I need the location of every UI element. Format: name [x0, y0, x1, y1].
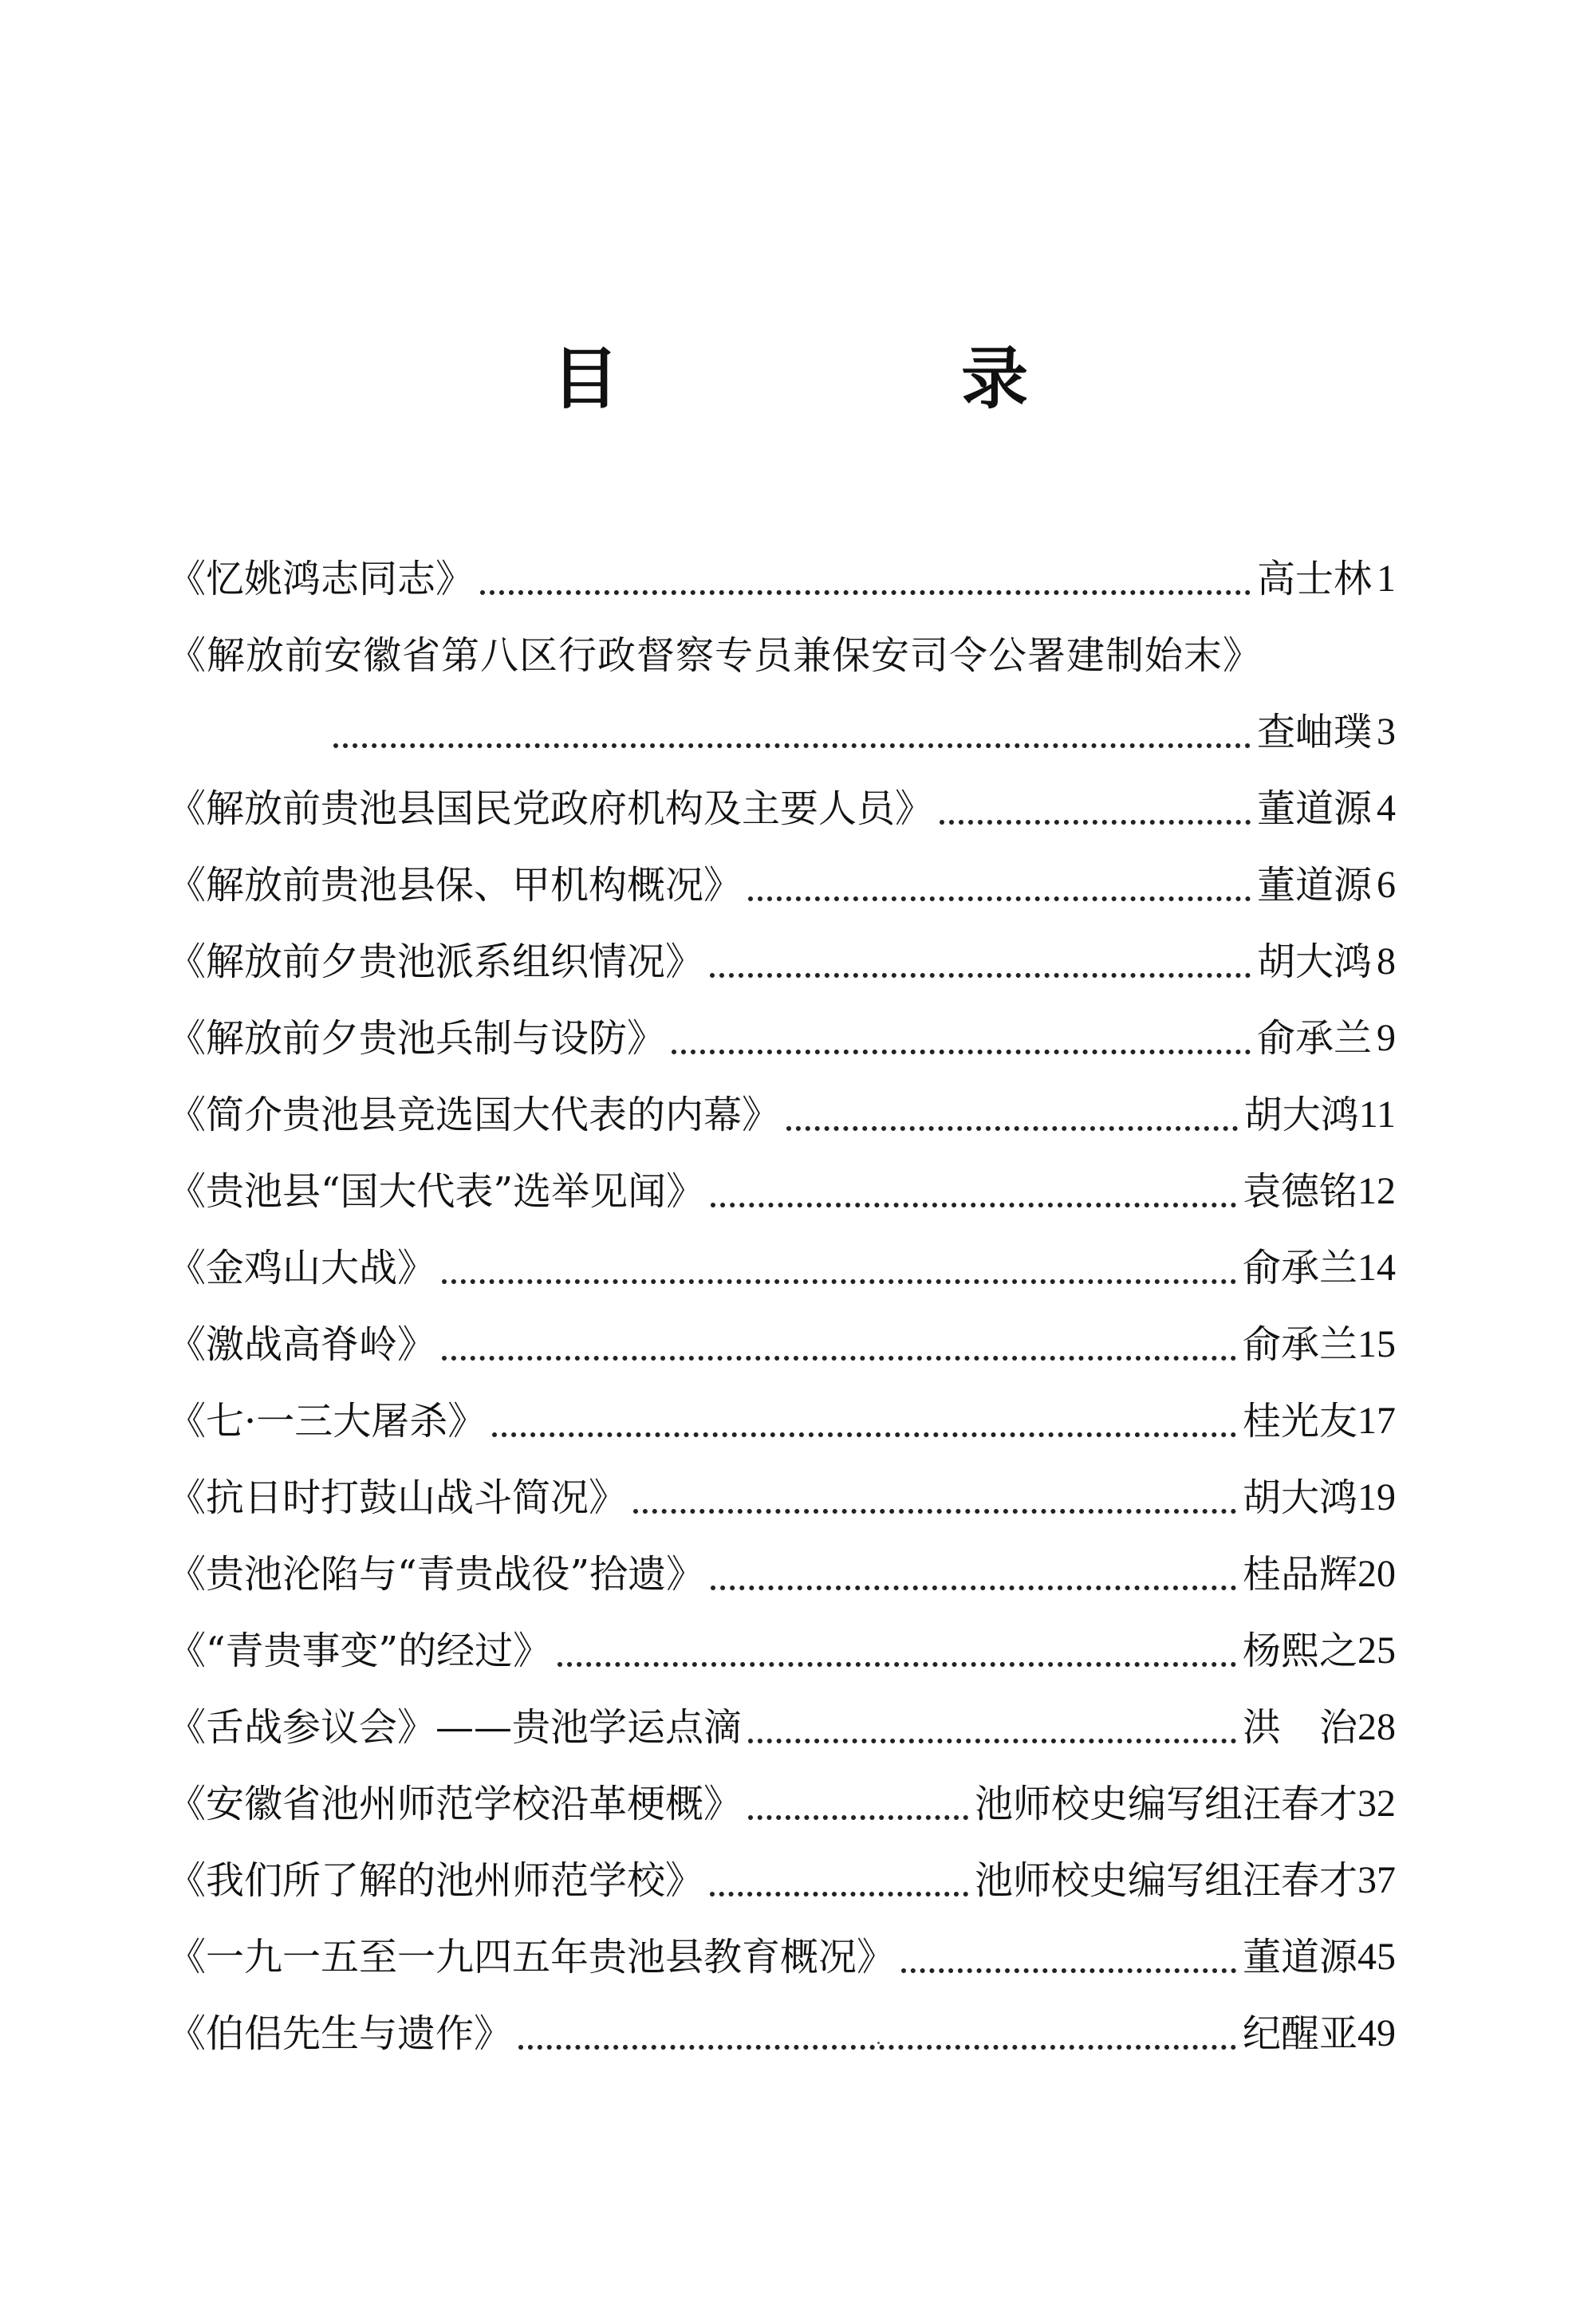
dot-leader: [940, 798, 1251, 825]
toc-entry-author: 董道源: [1256, 863, 1372, 908]
toc-entry: [167, 986, 1396, 1062]
dot-leader: [518, 2023, 1236, 2050]
toc-entry: [167, 1445, 1396, 1522]
dot-leader: [748, 1793, 968, 1820]
toc-entry-title: 《解放前贵池县国民党政府机构及主要人员》: [167, 786, 934, 831]
toc-entry-title: 《贵池县“国大代表”选举见闻》: [167, 1169, 705, 1214]
dot-leader: [748, 874, 1251, 901]
toc-entry-page: 6: [1377, 864, 1396, 906]
toc-entry-title: 《安徽省池州师范学校沿革梗概》: [167, 1782, 743, 1826]
dot-leader: [786, 1104, 1238, 1131]
dot-leader: [492, 1410, 1236, 1437]
toc-entry: [167, 1675, 1396, 1751]
dot-leader: [558, 1640, 1236, 1667]
toc-entry-page: 19: [1357, 1476, 1396, 1518]
dot-leader: [442, 1257, 1236, 1284]
toc-entry-title: 《伯侣先生与遗作》: [167, 2011, 513, 2056]
dot-leader: [711, 1563, 1236, 1590]
page-title: 目 录: [551, 340, 1188, 418]
toc-entry-author: 桂品辉: [1242, 1552, 1357, 1597]
toc-entry-continuation: [167, 679, 1396, 756]
toc-entry: [167, 833, 1396, 909]
toc-entry-author: 俞承兰: [1242, 1322, 1357, 1367]
dot-leader: [333, 721, 1251, 748]
toc-entry-page: 4: [1377, 787, 1396, 829]
toc-entry: [167, 526, 1396, 603]
toc-entry-page: 8: [1377, 940, 1396, 983]
dot-leader: [711, 1180, 1236, 1207]
toc-entry-author: 胡大鸿: [1242, 1475, 1357, 1520]
toc-entry-title: 《一九一五至一九四五年贵池县教育概况》: [167, 1935, 896, 1979]
toc-entry-author: 高士林: [1256, 557, 1372, 601]
toc-entry-author: 袁德铭: [1242, 1169, 1357, 1214]
toc-entry-author: 纪醒亚: [1242, 2011, 1357, 2056]
toc-entry: [167, 1369, 1396, 1445]
toc-entry: [167, 603, 1396, 679]
toc-entry-title: 《解放前夕贵池兵制与设防》: [167, 1016, 666, 1061]
toc-entry-title: 《解放前夕贵池派系组织情况》: [167, 939, 704, 984]
toc-entry: [167, 1292, 1396, 1369]
toc-entry-author: 胡大鸿: [1243, 1093, 1359, 1137]
toc-entry-page: 28: [1357, 1706, 1396, 1748]
toc-entry-page: 20: [1357, 1553, 1396, 1595]
dot-leader: [710, 951, 1251, 978]
toc-entry-page: 25: [1357, 1629, 1396, 1672]
dot-leader: [633, 1487, 1236, 1514]
toc-entry-author: 池师校史编写组汪春才: [974, 1858, 1357, 1903]
toc-entry-page: 32: [1357, 1782, 1396, 1825]
toc-entry-title: 《激战高脊岭》: [167, 1322, 436, 1367]
dot-leader: [748, 1716, 1236, 1743]
toc-entry-author: 杨熙之: [1242, 1629, 1357, 1673]
dot-leader: [480, 568, 1251, 595]
toc-entry-page: 37: [1357, 1859, 1396, 1901]
toc-entry-title: 《“青贵事变”的经过》: [167, 1629, 552, 1673]
toc-entry-title: 《抗日时打鼓山战斗简况》: [167, 1475, 628, 1520]
toc-entry-author: 俞承兰: [1242, 1246, 1357, 1290]
toc-entry-author: 桂光友: [1242, 1399, 1357, 1444]
toc-entry-author: 董道源: [1256, 786, 1372, 831]
toc-entry-author: 池师校史编写组汪春才: [974, 1782, 1357, 1826]
toc-entry-title: 《解放前安徽省第八区行政督察专员兼保安司令公署建制始末》: [167, 633, 1263, 678]
toc-entry: [167, 1522, 1396, 1598]
toc-entry-title: 《简介贵池县竞选国大代表的内幕》: [167, 1093, 781, 1137]
toc-entry-title: 《我们所了解的池州师范学校》: [167, 1858, 704, 1903]
toc-entry-page: 14: [1357, 1247, 1396, 1289]
table-of-contents: [167, 526, 1396, 2058]
scan-speck: [877, 2042, 880, 2044]
toc-entry: [167, 1062, 1396, 1139]
toc-entry-page: 15: [1357, 1323, 1396, 1365]
toc-entry: [167, 1828, 1396, 1904]
dot-leader: [901, 1946, 1236, 1973]
toc-entry: [167, 1904, 1396, 1981]
toc-entry: [167, 1139, 1396, 1215]
toc-entry-page: 1: [1377, 557, 1396, 600]
toc-entry-page: 9: [1377, 1017, 1396, 1059]
toc-entry-title: 《七·一三大屠杀》: [167, 1399, 487, 1444]
toc-entry: [167, 909, 1396, 986]
toc-entry: [167, 1215, 1396, 1292]
toc-entry-author: 查岫璞: [1256, 710, 1372, 754]
toc-entry-page: 12: [1357, 1170, 1396, 1212]
dot-leader: [442, 1333, 1236, 1361]
toc-entry-title: 《解放前贵池县保、甲机构概况》: [167, 863, 743, 908]
dot-leader: [672, 1027, 1251, 1054]
toc-entry-title: 《忆姚鸿志同志》: [167, 557, 475, 601]
dot-leader: [710, 1869, 968, 1897]
toc-entry: [167, 756, 1396, 833]
toc-entry-page: 11: [1358, 1093, 1396, 1136]
toc-entry-author: 洪 治: [1242, 1705, 1357, 1750]
toc-entry-author: 俞承兰: [1256, 1016, 1372, 1061]
toc-entry: [167, 1981, 1396, 2058]
toc-entry-title: 《贵池沦陷与“青贵战役”拾遗》: [167, 1552, 705, 1597]
toc-entry-page: 45: [1357, 1936, 1396, 1978]
toc-entry: [167, 1598, 1396, 1675]
toc-entry-page: 49: [1357, 2012, 1396, 2054]
toc-entry-author: 胡大鸿: [1256, 939, 1372, 984]
toc-entry-title: 《舌战参议会》——贵池学运点滴: [167, 1705, 743, 1750]
toc-entry-page: 3: [1377, 711, 1396, 753]
toc-entry-author: 董道源: [1242, 1935, 1357, 1979]
toc-entry-title: 《金鸡山大战》: [167, 1246, 436, 1290]
toc-entry-page: 17: [1357, 1400, 1396, 1442]
toc-entry: [167, 1751, 1396, 1828]
